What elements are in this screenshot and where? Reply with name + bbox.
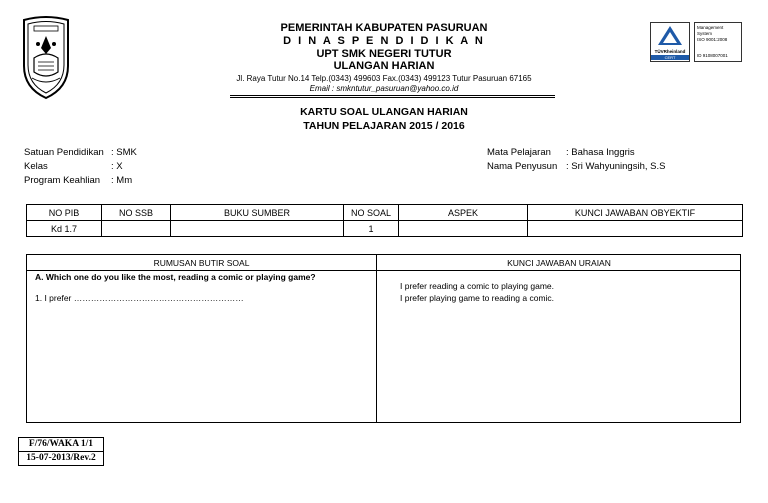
header-divider	[27, 270, 740, 271]
table-header-row	[27, 205, 743, 221]
form-code-revision: 15-07-2013/Rev.2	[26, 453, 96, 463]
iso-certification-badge	[650, 22, 742, 62]
tuv-brand: TÜVRheinland	[654, 49, 686, 54]
info-value-subject: : Bahasa Inggris	[566, 147, 635, 158]
cell-question-no: 1	[344, 221, 399, 237]
header-school: UPT SMK NEGERI TUTUR	[316, 48, 452, 60]
tuv-cert: CERT	[651, 55, 689, 60]
card-title: KARTU SOAL ULANGAN HARIAN	[300, 106, 468, 118]
column-divider	[376, 255, 377, 422]
header-department: D I N A S P E N D I D I K A N	[283, 35, 485, 47]
cert-text-1: Management	[697, 25, 724, 30]
info-label-class: Kelas	[24, 161, 48, 172]
info-value-school-unit: : SMK	[111, 147, 137, 158]
header-email: Email : smkntutur_pasuruan@yahoo.co.id	[309, 84, 459, 93]
header-rule-bottom	[230, 97, 555, 98]
question-info-table	[26, 204, 743, 237]
header-exam: ULANGAN HARIAN	[333, 60, 435, 72]
col-header-objective-key: KUNCI JAWABAN OBYEKTIF	[528, 205, 743, 221]
header-rule-top	[230, 95, 555, 96]
table-row	[27, 221, 743, 237]
cell-aspect	[399, 221, 528, 237]
col-header-no-ssb: NO SSB	[102, 205, 171, 221]
info-label-subject: Mata Pelajaran	[487, 147, 551, 158]
header-question-formulation: RUMUSAN BUTIR SOAL	[153, 258, 250, 268]
form-code-box	[18, 437, 104, 466]
cert-text-3: ISO 9001:2008	[697, 37, 728, 42]
answer-line-1: I prefer reading a comic to playing game.	[400, 281, 555, 291]
header-government: PEMERINTAH KABUPATEN PASURUAN	[280, 22, 488, 34]
header-essay-key: KUNCI JAWABAN URAIAN	[507, 258, 611, 268]
header-address: Jl. Raya Tutur No.14 Telp.(0343) 499603 Fax.(0343) 499123 Tutur Pasuruan 67165	[236, 74, 532, 83]
cert-id: ID 9108007001	[697, 53, 728, 58]
tuv-triangle-icon	[651, 23, 689, 49]
info-value-program: : Mm	[111, 175, 133, 186]
cell-no-pib: Kd 1.7	[27, 221, 102, 237]
col-header-no-pib: NO PIB	[27, 205, 102, 221]
question-answer-box	[26, 254, 741, 423]
cell-no-ssb	[102, 221, 171, 237]
cert-text-2: System	[697, 31, 713, 36]
info-label-school-unit: Satuan Pendidikan	[24, 147, 104, 158]
info-label-program: Program Keahlian	[24, 175, 101, 186]
answer-line-2: I prefer playing game to reading a comic.	[400, 293, 555, 303]
question-item: 1. I prefer ……………………………………………………	[35, 293, 244, 303]
info-label-author: Nama Penyusun	[487, 161, 558, 172]
academic-year: TAHUN PELAJARAN 2015 / 2016	[303, 120, 465, 132]
question-text: A. Which one do you like the most, reading a comic or playing game?	[35, 272, 316, 282]
col-header-source-book: BUKU SUMBER	[171, 205, 344, 221]
form-code-number: F/76/WAKA 1/1	[28, 439, 94, 449]
col-header-aspect: ASPEK	[399, 205, 528, 221]
info-value-author: : Sri Wahyuningsih, S.S	[566, 161, 666, 172]
info-value-class: : X	[111, 161, 123, 172]
cell-objective-key	[528, 221, 743, 237]
cell-source-book	[171, 221, 344, 237]
col-header-question-no: NO SOAL	[344, 205, 399, 221]
